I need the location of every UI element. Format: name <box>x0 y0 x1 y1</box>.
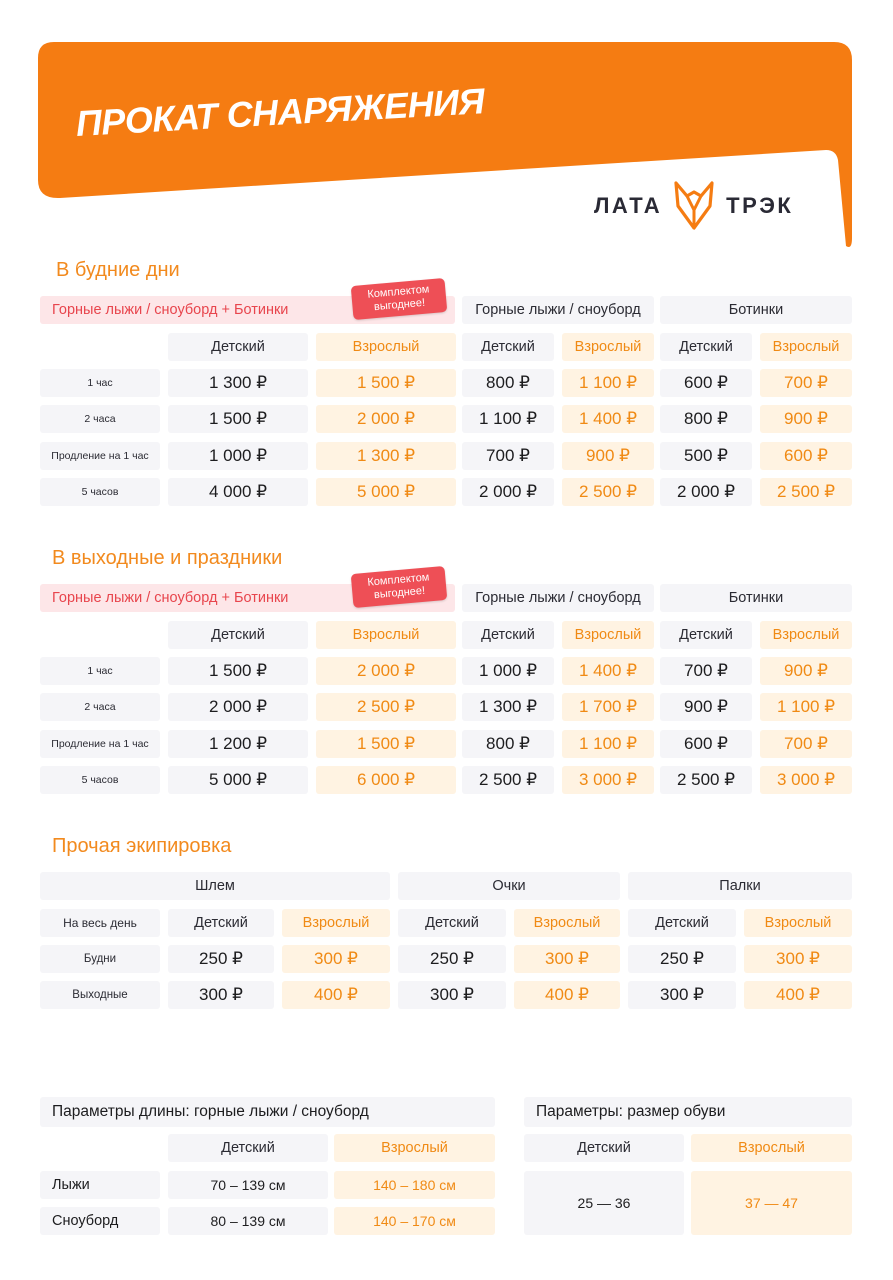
col-header-child: Детский <box>462 333 554 361</box>
price-cell: 400 ₽ <box>282 981 390 1009</box>
logo-text-left: ЛАТА <box>594 193 663 218</box>
col-header-adult: Взрослый <box>760 333 852 361</box>
col-header-child: Детский <box>168 333 308 361</box>
price-cell: 2 500 ₽ <box>760 478 852 506</box>
fox-logo-icon <box>672 180 716 232</box>
price-cell: 600 ₽ <box>660 730 752 758</box>
price-cell: 1 100 ₽ <box>760 693 852 721</box>
group-header-boots: Ботинки <box>660 296 852 324</box>
row-label: 1 час <box>40 657 160 685</box>
group-header-boots: Ботинки <box>660 584 852 612</box>
price-cell: 2 000 ₽ <box>168 693 308 721</box>
col-header-adult: Взрослый <box>562 333 654 361</box>
price-cell: 900 ₽ <box>760 657 852 685</box>
section-title-weekday: В будние дни <box>56 259 180 281</box>
col-header-child: Детский <box>660 333 752 361</box>
price-cell: 900 ₽ <box>660 693 752 721</box>
price-cell: 700 ₽ <box>760 369 852 397</box>
price-cell: 5 000 ₽ <box>168 766 308 794</box>
row-label: Продление на 1 час <box>40 442 160 470</box>
group-header-kit: Горные лыжи / сноуборд + Ботинки <box>40 296 455 324</box>
col-header-child: Детский <box>628 909 736 937</box>
price-cell: 1 500 ₽ <box>168 405 308 433</box>
price-cell: 1 000 ₽ <box>462 657 554 685</box>
price-cell: 300 ₽ <box>514 945 620 973</box>
row-label: 2 часа <box>40 693 160 721</box>
col-header-adult: Взрослый <box>760 621 852 649</box>
group-header-kit: Горные лыжи / сноуборд + Ботинки <box>40 584 455 612</box>
section-title-other: Прочая экипировка <box>52 835 232 857</box>
price-cell: 400 ₽ <box>744 981 852 1009</box>
price-cell: 2 000 ₽ <box>462 478 554 506</box>
price-cell: 700 ₽ <box>660 657 752 685</box>
group-header-helmet: Шлем <box>40 872 390 900</box>
logo-text-right: ТРЭК <box>726 193 794 218</box>
col-header-child: Детский <box>462 621 554 649</box>
price-cell: 700 ₽ <box>462 442 554 470</box>
price-cell: 400 ₽ <box>514 981 620 1009</box>
row-label-all-day: На весь день <box>40 909 160 937</box>
price-cell: 300 ₽ <box>282 945 390 973</box>
col-header-adult: Взрослый <box>691 1134 852 1162</box>
price-cell: 500 ₽ <box>660 442 752 470</box>
price-cell: 800 ₽ <box>462 369 554 397</box>
price-cell: 300 ₽ <box>744 945 852 973</box>
row-label: Будни <box>40 945 160 973</box>
col-header-adult: Взрослый <box>514 909 620 937</box>
price-cell: 1 300 ₽ <box>462 693 554 721</box>
col-header-child: Детский <box>398 909 506 937</box>
price-cell: 1 700 ₽ <box>562 693 654 721</box>
price-cell: 1 100 ₽ <box>462 405 554 433</box>
price-cell: 1 400 ₽ <box>562 405 654 433</box>
col-header-child: Детский <box>168 621 308 649</box>
col-header-child: Детский <box>168 909 274 937</box>
shoe-params-title: Параметры: размер обуви <box>524 1097 852 1127</box>
price-cell: 2 500 ₽ <box>462 766 554 794</box>
price-cell: 1 500 ₽ <box>316 730 456 758</box>
price-cell: 2 000 ₽ <box>660 478 752 506</box>
price-cell: 1 100 ₽ <box>562 369 654 397</box>
row-label: 1 час <box>40 369 160 397</box>
sticker-line-2: выгоднее! <box>373 584 426 602</box>
price-cell: 6 000 ₽ <box>316 766 456 794</box>
price-cell: 1 000 ₽ <box>168 442 308 470</box>
row-label: 5 часов <box>40 478 160 506</box>
price-cell: 2 000 ₽ <box>316 657 456 685</box>
price-cell: 2 500 ₽ <box>562 478 654 506</box>
price-cell: 2 000 ₽ <box>316 405 456 433</box>
section-title-weekend: В выходные и праздники <box>52 547 283 569</box>
group-header-ski: Горные лыжи / сноуборд <box>462 296 654 324</box>
row-label-snowboard: Сноуборд <box>40 1207 160 1235</box>
sticker-line-2: выгоднее! <box>373 296 426 314</box>
price-cell: 1 200 ₽ <box>168 730 308 758</box>
price-cell: 900 ₽ <box>562 442 654 470</box>
shoe-size-adult: 37 — 47 <box>691 1171 852 1235</box>
price-cell: 800 ₽ <box>462 730 554 758</box>
price-cell: 250 ₽ <box>398 945 506 973</box>
size-cell: 140 – 170 см <box>334 1207 495 1235</box>
price-cell: 250 ₽ <box>628 945 736 973</box>
price-cell: 3 000 ₽ <box>760 766 852 794</box>
price-cell: 2 500 ₽ <box>316 693 456 721</box>
col-header-adult: Взрослый <box>282 909 390 937</box>
col-header-adult: Взрослый <box>334 1134 495 1162</box>
price-cell: 4 000 ₽ <box>168 478 308 506</box>
row-label: Продление на 1 час <box>40 730 160 758</box>
brand-logo <box>594 180 824 232</box>
price-cell: 1 400 ₽ <box>562 657 654 685</box>
price-cell: 5 000 ₽ <box>316 478 456 506</box>
group-header-ski: Горные лыжи / сноуборд <box>462 584 654 612</box>
price-cell: 2 500 ₽ <box>660 766 752 794</box>
price-cell: 300 ₽ <box>168 981 274 1009</box>
col-header-child: Детский <box>168 1134 328 1162</box>
row-label: 5 часов <box>40 766 160 794</box>
price-cell: 1 100 ₽ <box>562 730 654 758</box>
col-header-child: Детский <box>660 621 752 649</box>
price-cell: 700 ₽ <box>760 730 852 758</box>
col-header-adult: Взрослый <box>744 909 852 937</box>
price-cell: 600 ₽ <box>760 442 852 470</box>
price-cell: 300 ₽ <box>398 981 506 1009</box>
size-cell: 140 – 180 см <box>334 1171 495 1199</box>
price-cell: 1 500 ₽ <box>168 657 308 685</box>
price-cell: 1 500 ₽ <box>316 369 456 397</box>
price-cell: 800 ₽ <box>660 405 752 433</box>
size-cell: 80 – 139 см <box>168 1207 328 1235</box>
sticker-line-1: Комплектом <box>366 571 430 589</box>
price-cell: 1 300 ₽ <box>168 369 308 397</box>
size-cell: 70 – 139 см <box>168 1171 328 1199</box>
price-cell: 1 300 ₽ <box>316 442 456 470</box>
price-cell: 300 ₽ <box>628 981 736 1009</box>
shoe-size-child: 25 — 36 <box>524 1171 684 1235</box>
group-header-goggles: Очки <box>398 872 620 900</box>
sticker-line-1: Комплектом <box>366 283 430 301</box>
col-header-child: Детский <box>524 1134 684 1162</box>
row-label: 2 часа <box>40 405 160 433</box>
price-cell: 900 ₽ <box>760 405 852 433</box>
row-label-skis: Лыжи <box>40 1171 160 1199</box>
col-header-adult: Взрослый <box>562 621 654 649</box>
col-header-adult: Взрослый <box>316 621 456 649</box>
row-label: Выходные <box>40 981 160 1009</box>
group-header-poles: Палки <box>628 872 852 900</box>
page-title: ПРОКАТ СНАРЯЖЕНИЯ <box>74 80 486 144</box>
price-cell: 250 ₽ <box>168 945 274 973</box>
length-params-title: Параметры длины: горные лыжи / сноуборд <box>40 1097 495 1127</box>
price-cell: 600 ₽ <box>660 369 752 397</box>
col-header-adult: Взрослый <box>316 333 456 361</box>
price-cell: 3 000 ₽ <box>562 766 654 794</box>
